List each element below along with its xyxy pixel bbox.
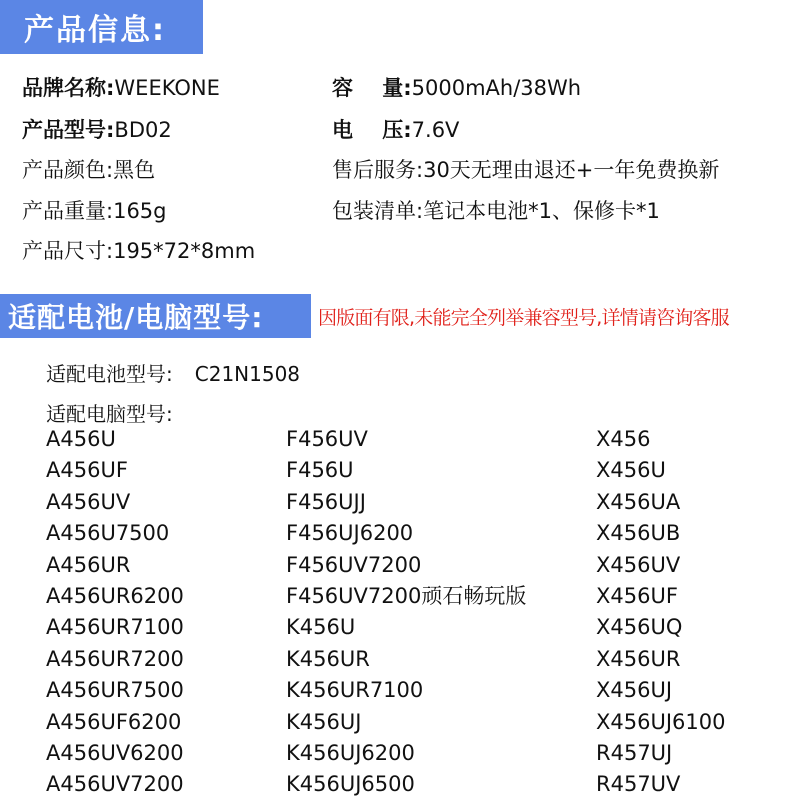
- model-list-item: X456: [596, 427, 651, 451]
- model-list-item: A456UR: [46, 552, 131, 577]
- laptop-models-label: 适配电脑型号:: [46, 402, 173, 426]
- info-row-color: [22, 154, 155, 184]
- model-column-2: [286, 424, 526, 801]
- size-label: 产品尺寸:: [22, 239, 114, 263]
- voltage-label: 电 压:: [332, 118, 412, 142]
- model-list-item: A456U7500: [46, 521, 170, 546]
- model-list-item: A456UV6200: [46, 740, 184, 765]
- model-list-item: A456UV: [46, 489, 131, 514]
- brand-value: WEEKONE: [114, 76, 220, 100]
- model-list-item: R457UJ: [596, 740, 673, 765]
- info-row-size: [22, 235, 255, 265]
- model-list-item: X456UQ: [596, 615, 683, 640]
- model-list-item: X456UV: [596, 552, 681, 577]
- model-column-1: [46, 424, 184, 801]
- color-label: 产品颜色:: [22, 158, 114, 182]
- model-list-item: X456UF: [596, 583, 678, 608]
- model-list-item: X456UA: [596, 489, 681, 514]
- service-label: 售后服务:: [332, 158, 424, 182]
- model-list-item: A456U: [46, 427, 116, 451]
- model-list-item: F456U: [286, 458, 354, 483]
- info-row-brand: [22, 72, 220, 102]
- model-list-item: K456UJ: [286, 709, 362, 734]
- info-row-model: [22, 114, 172, 144]
- model-list-item: A456UF6200: [46, 709, 182, 734]
- battery-model-value: C21N1508: [194, 362, 301, 386]
- model-list-item: A456UV7200: [46, 772, 184, 797]
- brand-label: 品牌名称:: [22, 76, 115, 100]
- model-list-item: K456UJ6200: [286, 740, 415, 765]
- compat-notice: 因版面有限,未能完全列举兼容型号,详情请咨询客服: [318, 307, 729, 329]
- info-row-capacity: [332, 72, 581, 102]
- model-list-item: X456UJ: [596, 678, 673, 703]
- service-value: 30天无理由退还+一年免费换新: [423, 158, 720, 182]
- model-list-item: X456UJ6100: [596, 709, 726, 734]
- model-list-item: X456UR: [596, 646, 681, 671]
- model-list-item: F456UJJ: [286, 489, 366, 514]
- model-list-item: F456UV: [286, 427, 368, 451]
- model-label: 产品型号:: [22, 118, 115, 142]
- info-row-voltage: [332, 114, 459, 144]
- model-list-item: F456UJ6200: [286, 521, 414, 546]
- product-info-heading: 产品信息:: [0, 0, 203, 54]
- model-list-item: A456UR7200: [46, 646, 184, 671]
- weight-label: 产品重量:: [22, 199, 114, 223]
- model-list-item: A456UF: [46, 458, 128, 483]
- voltage-value: 7.6V: [411, 118, 460, 142]
- package-label: 包装清单:: [332, 199, 424, 223]
- model-list-item: F456UV7200: [286, 552, 422, 577]
- model-list-item: K456UJ6500: [286, 772, 415, 797]
- info-row-service: [332, 154, 719, 184]
- model-list-item: A456UR6200: [46, 583, 184, 608]
- model-column-3: [596, 424, 725, 801]
- model-list-item: K456UR7100: [286, 678, 424, 703]
- battery-model-line: [46, 358, 300, 387]
- model-list-item: R457UV: [596, 772, 681, 797]
- model-value: BD02: [114, 118, 172, 142]
- info-row-weight: [22, 195, 167, 225]
- model-list-item: K456U: [286, 615, 356, 640]
- model-list-item: X456U: [596, 458, 666, 483]
- weight-value: 165g: [113, 199, 167, 223]
- battery-model-label: 适配电池型号:: [46, 362, 173, 386]
- capacity-label: 容 量:: [332, 76, 412, 100]
- color-value: 黑色: [113, 158, 156, 182]
- info-row-package: [332, 195, 660, 225]
- model-list-item: X456UB: [596, 521, 681, 546]
- compat-heading: 适配电池/电脑型号:: [0, 294, 311, 338]
- size-value: 195*72*8mm: [113, 239, 256, 263]
- model-list-item: K456UR: [286, 646, 370, 671]
- model-list-item: F456UV7200顽石畅玩版: [286, 583, 527, 608]
- package-value: 笔记本电池*1、保修卡*1: [423, 199, 660, 223]
- model-list-item: A456UR7100: [46, 615, 184, 640]
- model-list-item: A456UR7500: [46, 678, 184, 703]
- capacity-value: 5000mAh/38Wh: [411, 76, 582, 100]
